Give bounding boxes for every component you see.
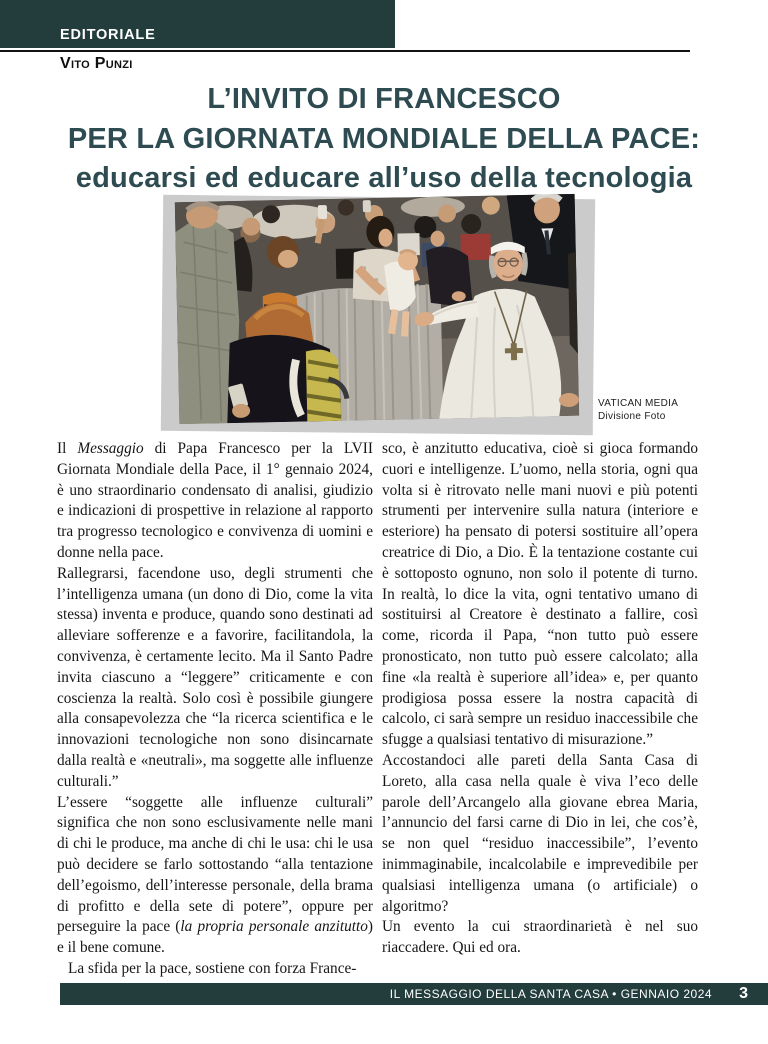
article-column-left bbox=[57, 439, 373, 980]
article-column-right bbox=[382, 439, 698, 980]
article-paragraph: Accostandoci alle pareti della Santa Casa di Loreto, alla casa nella quale è viva l’eco delle parole dell’Arcangelo alla giovane ebrea Maria, l’annuncio del farsi carne di Dio in lei, che cos’è, se non quel “residuo inaccessibile”, l’evento inimmaginabile, incalcolabile e imprevedibile per qualsiasi intelligenza umana (o artificiale) o algoritmo? bbox=[382, 751, 698, 915]
section-label: EDITORIALE bbox=[60, 27, 156, 43]
article-paragraph: Rallegrarsi, facendone uso, degli strumenti che l’intelligenza umana (un dono di Dio, come la vita stessa) inventa e produce, quando sono destinati ad alleviare sofferenze e a favorire, facilitandola, la convivenza, è certamente lecito. Ma il Santo Padre invita ciascuno a “leggere” criticamente e con coscienza la realtà. Solo così è possibile giungere alla consapevolezza che “la ricerca scientifica e le innovazioni tecnologiche non sono disincarnate dalla realtà e «neutrali», ma soggette alle influenze culturali.” bbox=[57, 564, 373, 790]
photo-credit-division: Divisione Foto bbox=[598, 411, 666, 422]
footer-band bbox=[60, 983, 768, 1005]
article-paragraph: L’essere “soggette alle influenze culturali” significa che non sono esclusivamente nelle mani di chi le produce, ma anche di chi le usa: chi le usa può decidere se farlo sottostando “alla tentazione dell’egoismo, dell’interesse personale, della brama di profitto e della sete di potere”, oppure per perseguire la pace (la propria personale anzitutto) e il bene comune. bbox=[57, 793, 373, 957]
article-body bbox=[57, 439, 698, 980]
header-rule bbox=[0, 50, 690, 52]
title-line-2: PER LA GIORNATA MONDIALE DELLA PACE: bbox=[67, 123, 701, 155]
article-title bbox=[30, 79, 738, 197]
section-header-band bbox=[0, 0, 395, 48]
article-paragraph: sco, è anzitutto educativa, cioè si gioca formando cuori e intelligenze. L’uomo, nella storia, ogni qua volta si è ritrovato nelle mani nuovi e più potenti strumenti per intervenire sulla natura (interiore e esteriore) ha pensato di potersi sostituire all’opera creatrice di Dio, a Dio. È la tentazione costante cui è sottoposto ognuno, non solo il potente di turno. In realtà, lo dice la vita, ogni tentativo umano di sostituirsi al Creatore è destinato a fallire, così come, ricorda il Papa, “non tutto può essere pronosticato, non tutto può essere calcolato; alla fine «la realtà è superiore all’idea» e, per quanto prodigiosa possa essere la nostra capacità di calcolo, ci sarà sempre un residuo inaccessibile che sfugge a qualsiasi tentativo di misurazione.” bbox=[382, 440, 698, 749]
title-line-1: L’INVITO DI FRANCESCO bbox=[207, 83, 561, 115]
photo-figure bbox=[162, 192, 598, 438]
author-name: Vito Punzi bbox=[60, 55, 133, 72]
article-paragraph: Un evento la cui straordinarietà è nel suo riaccadere. Qui ed ora. bbox=[382, 918, 698, 957]
footer-journal-label: IL MESSAGGIO DELLA SANTA CASA • GENNAIO 2024 bbox=[389, 987, 713, 1001]
pope-crowd-photo-illustration bbox=[175, 194, 580, 424]
article-paragraph: La sfida per la pace, sostiene con forza France- bbox=[68, 959, 357, 977]
article-paragraph: Il Messaggio di Papa Francesco per la LVII Giornata Mondiale della Pace, il 1° gennaio 2024, è uno straordinario condensato di analisi, giudizio e indicazioni di prospettive in relazione al rapporto tra progresso tecnologico e convivenza di uomini e donne nella pace. bbox=[57, 440, 373, 561]
title-line-3: educarsi ed educare all’uso della tecnologia bbox=[75, 162, 693, 194]
footer-page-number: 3 bbox=[739, 985, 748, 1002]
photo-credit-agency: VATICAN MEDIA bbox=[598, 398, 679, 409]
photo-credit bbox=[598, 397, 678, 423]
